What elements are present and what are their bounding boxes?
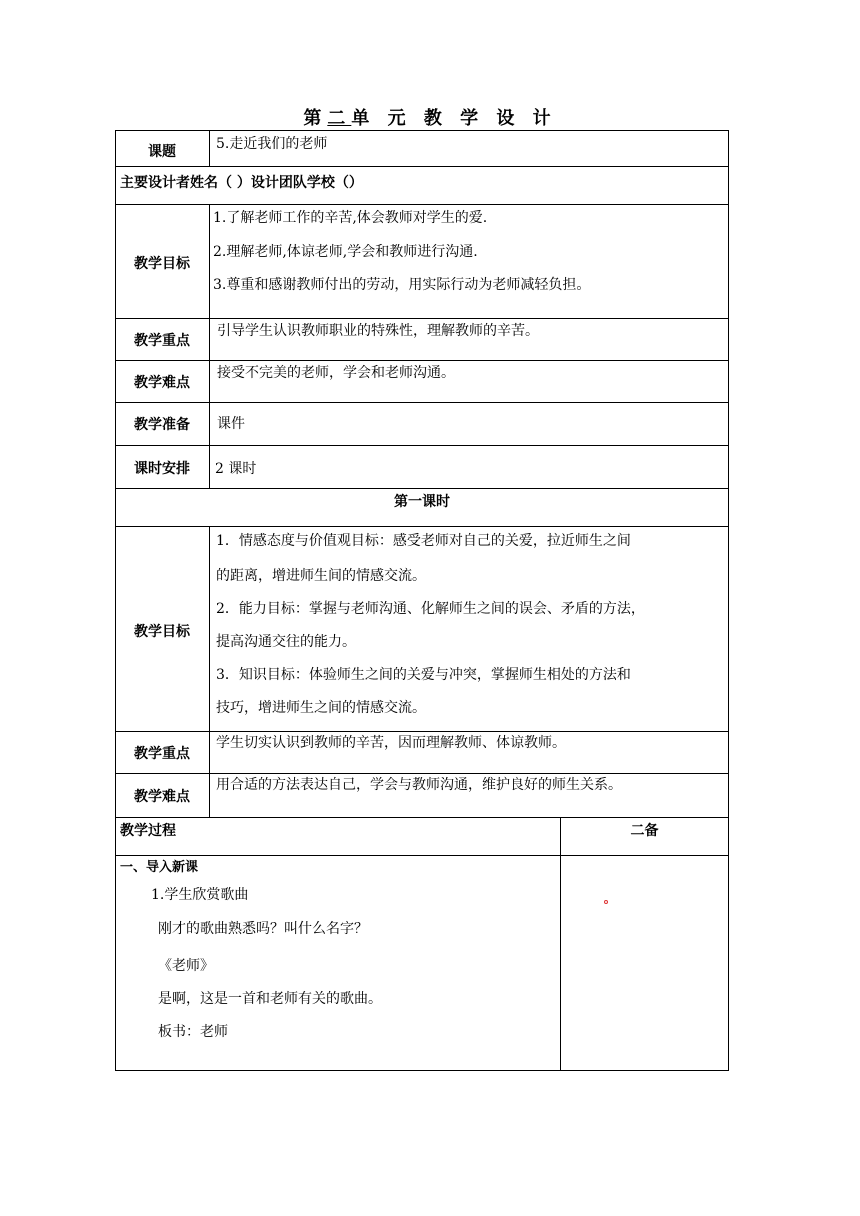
lesson-goal-line-4: 提高沟通交往的能力。	[216, 634, 356, 650]
preparation-label: 教学准备	[134, 417, 190, 433]
process-line-2: 刚才的歌曲熟悉吗？叫什么名字？	[158, 921, 368, 937]
lesson-goal-line-3: 2．能力目标：掌握与老师沟通、化解师生之间的误会、矛盾的方法，	[216, 601, 645, 617]
unit-difficulty-label: 教学难点	[134, 375, 190, 391]
unit-goal-1: 1.了解老师工作的辛苦,体会教师对学生的爱.	[213, 210, 488, 226]
lesson-key-label: 教学重点	[134, 746, 190, 762]
process-line-4: 是啊，这是一首和老师有关的歌曲。	[158, 991, 382, 1007]
lesson-goals-label: 教学目标	[134, 624, 190, 640]
unit-key-label: 教学重点	[134, 333, 190, 349]
lesson-difficulty-label: 教学难点	[134, 789, 190, 805]
document-title: 第二单 元 教 学 设 计	[303, 108, 557, 129]
process-line-3: 《老师》	[158, 958, 214, 974]
preparation-value: 课件	[217, 416, 245, 432]
unit-goal-2: 2.理解老师,体谅老师,学会和教师进行沟通.	[213, 244, 478, 260]
lesson-goal-line-2: 的距离，增进师生间的情感交流。	[216, 568, 426, 584]
schedule-label: 课时安排	[134, 461, 190, 477]
process-line-5: 板书：老师	[158, 1024, 228, 1040]
lesson-difficulty-value: 用合适的方法表达自己，学会与教师沟通，维护良好的师生关系。	[216, 777, 622, 793]
lesson-value: 5.走近我们的老师	[216, 136, 328, 152]
unit-goals-label: 教学目标	[134, 256, 190, 272]
designer-line: 主要设计者姓名（ ）设计团队学校（）	[120, 175, 363, 191]
unit-goal-3: 3.尊重和感谢教师付出的劳动，用实际行动为老师减轻负担。	[213, 277, 591, 293]
process-line-1: 1.学生欣赏歌曲	[151, 887, 249, 903]
lesson-goal-line-1: 1．情感态度与价值观目标：感受老师对自己的关爱，拉近师生之间	[216, 533, 631, 549]
lesson-label: 课题	[148, 144, 176, 160]
lesson-goal-line-6: 技巧，增进师生之间的情感交流。	[216, 700, 426, 716]
lesson-goal-line-5: 3．知识目标：体验师生之间的关爱与冲突，掌握师生相处的方法和	[216, 667, 631, 683]
red-mark	[604, 900, 608, 904]
process-section-title: 一、导入新课	[120, 860, 199, 875]
first-lesson-heading: 第一课时	[394, 494, 450, 510]
lesson-key-value: 学生切实认识到教师的辛苦，因而理解教师、体谅教师。	[216, 735, 566, 751]
process-header: 教学过程	[120, 823, 176, 839]
unit-difficulty-value: 接受不完美的老师，学会和老师沟通。	[217, 365, 455, 381]
schedule-value: 2 课时	[215, 461, 257, 477]
unit-key-value: 引导学生认识教师职业的特殊性，理解教师的辛苦。	[217, 323, 539, 339]
second-prep-header: 二备	[630, 823, 659, 839]
